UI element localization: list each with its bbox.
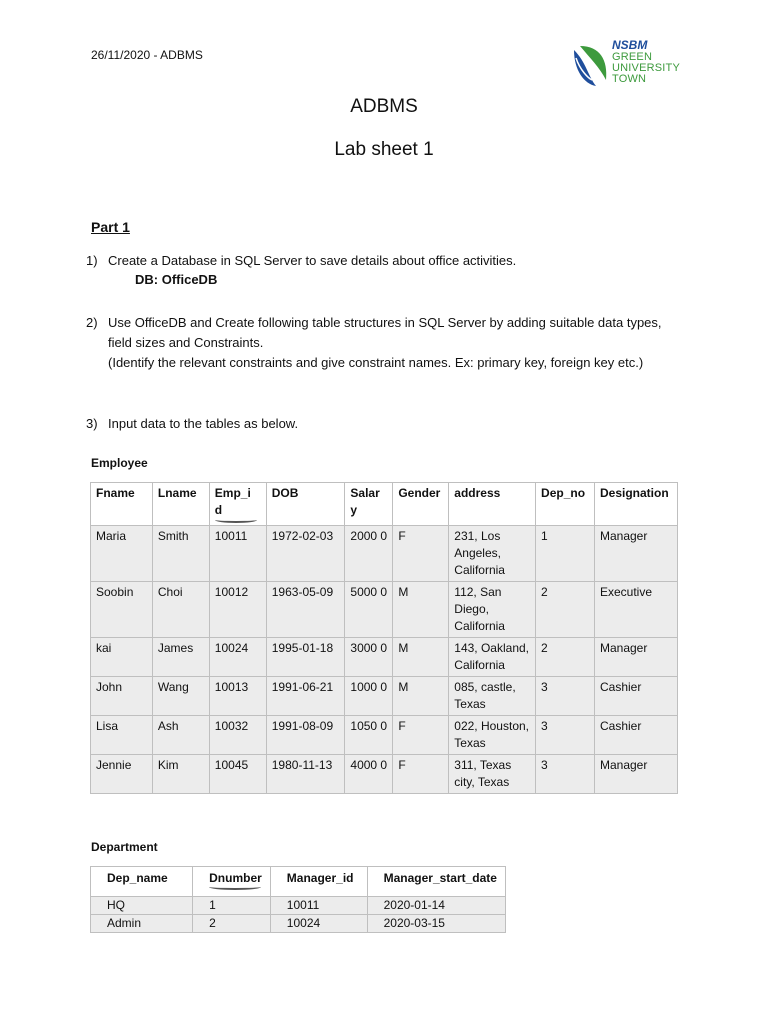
table-cell: 2 [193, 915, 271, 933]
table-row [91, 638, 678, 677]
department-table [90, 866, 506, 933]
table-cell: 1972-02-03 [266, 526, 345, 582]
col-header: Manager_start_date [367, 867, 505, 897]
table-cell: 231, Los Angeles, California [449, 526, 536, 582]
table-cell: 10011 [209, 526, 266, 582]
table-cell: 10024 [270, 915, 367, 933]
col-header: Designation [594, 483, 677, 526]
instruction-note: (Identify the relevant constraints and give constraint names. Ex: primary key, foreign key etc.) [108, 355, 644, 370]
table-cell: M [393, 638, 449, 677]
table-cell: 5000 0 [345, 582, 393, 638]
table-cell: Executive [594, 582, 677, 638]
logo-line-green: GREEN [612, 51, 653, 63]
course-title: ADBMS [350, 96, 418, 117]
col-header: Fname [91, 483, 153, 526]
table-cell: 3 [536, 716, 595, 755]
logo-brand: NSBM [612, 38, 648, 52]
table-cell: Cashier [594, 716, 677, 755]
table-cell: 2000 0 [345, 526, 393, 582]
table-cell: 1050 0 [345, 716, 393, 755]
col-header: Salar y [345, 483, 393, 526]
table-cell: kai [91, 638, 153, 677]
table-cell: Maria [91, 526, 153, 582]
table-cell: 3000 0 [345, 638, 393, 677]
col-header: address [449, 483, 536, 526]
table-cell: Jennie [91, 755, 153, 794]
table-cell: HQ [91, 897, 193, 915]
spellcheck-underline [215, 517, 257, 523]
col-header: Manager_id [270, 867, 367, 897]
table-cell: Manager [594, 526, 677, 582]
table-cell: 10045 [209, 755, 266, 794]
table-cell: F [393, 755, 449, 794]
table-row [91, 526, 678, 582]
table-cell: 112, San Diego, California [449, 582, 536, 638]
table-cell: 3 [536, 677, 595, 716]
table-cell: John [91, 677, 153, 716]
table-cell: 1995-01-18 [266, 638, 345, 677]
instruction-body [108, 313, 668, 373]
employee-header-row [91, 483, 678, 526]
table-cell: 143, Oakland, California [449, 638, 536, 677]
department-header-row [91, 867, 506, 897]
table-cell: 2020-01-14 [367, 897, 505, 915]
instruction-text: Create a Database in SQL Server to save details about office activities. [108, 253, 517, 268]
table-cell: Admin [91, 915, 193, 933]
col-header: Dep_no [536, 483, 595, 526]
col-header: Dnumber [193, 867, 271, 897]
table-cell: Ash [152, 716, 209, 755]
table-cell: Cashier [594, 677, 677, 716]
table-cell: Manager [594, 755, 677, 794]
department-caption: Department [91, 840, 158, 854]
instruction-text: Input data to the tables as below. [108, 416, 299, 431]
instruction-number: 1) [86, 253, 98, 268]
sheet-title: Lab sheet 1 [334, 139, 434, 160]
table-cell: Smith [152, 526, 209, 582]
table-cell: 1 [536, 526, 595, 582]
table-cell: 10013 [209, 677, 266, 716]
instruction-number: 3) [86, 416, 98, 431]
table-row [91, 915, 506, 933]
table-cell: 1 [193, 897, 271, 915]
table-cell: Choi [152, 582, 209, 638]
table-row [91, 897, 506, 915]
table-cell: 10012 [209, 582, 266, 638]
table-cell: 10024 [209, 638, 266, 677]
table-cell: 4000 0 [345, 755, 393, 794]
table-cell: 022, Houston, Texas [449, 716, 536, 755]
leaf-logo-icon [570, 40, 610, 88]
table-row [91, 677, 678, 716]
table-cell: 1991-08-09 [266, 716, 345, 755]
table-cell: 1980-11-13 [266, 755, 345, 794]
table-cell: 1991-06-21 [266, 677, 345, 716]
table-cell: 2 [536, 638, 595, 677]
table-cell: 1963-05-09 [266, 582, 345, 638]
table-cell: James [152, 638, 209, 677]
table-cell: F [393, 716, 449, 755]
db-label: DB: OfficeDB [135, 272, 218, 287]
table-cell: F [393, 526, 449, 582]
table-row [91, 582, 678, 638]
table-cell: M [393, 677, 449, 716]
table-cell: Wang [152, 677, 209, 716]
table-cell: 2020-03-15 [367, 915, 505, 933]
table-cell: 3 [536, 755, 595, 794]
university-logo [570, 36, 690, 92]
col-header: Gender [393, 483, 449, 526]
logo-line-town: TOWN [612, 73, 647, 85]
table-cell: Lisa [91, 716, 153, 755]
employee-caption: Employee [91, 456, 148, 470]
table-cell: 311, Texas city, Texas [449, 755, 536, 794]
table-cell: 085, castle, Texas [449, 677, 536, 716]
table-cell: Kim [152, 755, 209, 794]
table-cell: M [393, 582, 449, 638]
table-cell: 10011 [270, 897, 367, 915]
table-cell: 10032 [209, 716, 266, 755]
header-date: 26/11/2020 - ADBMS [91, 48, 203, 62]
table-cell: Soobin [91, 582, 153, 638]
logo-line-university: UNIVERSITY [612, 62, 681, 74]
table-cell: 1000 0 [345, 677, 393, 716]
table-cell: Manager [594, 638, 677, 677]
table-cell: 2 [536, 582, 595, 638]
instruction-number: 2) [86, 315, 98, 330]
instruction-text: Use OfficeDB and Create following table structures in SQL Server by adding suitable data types, field sizes and Constraints. [108, 315, 662, 350]
col-header: Emp_i d [209, 483, 266, 526]
col-header: DOB [266, 483, 345, 526]
col-header: Lname [152, 483, 209, 526]
part-heading: Part 1 [91, 219, 130, 235]
col-header: Dep_name [91, 867, 193, 897]
table-row [91, 755, 678, 794]
employee-table [90, 482, 678, 794]
table-row [91, 716, 678, 755]
